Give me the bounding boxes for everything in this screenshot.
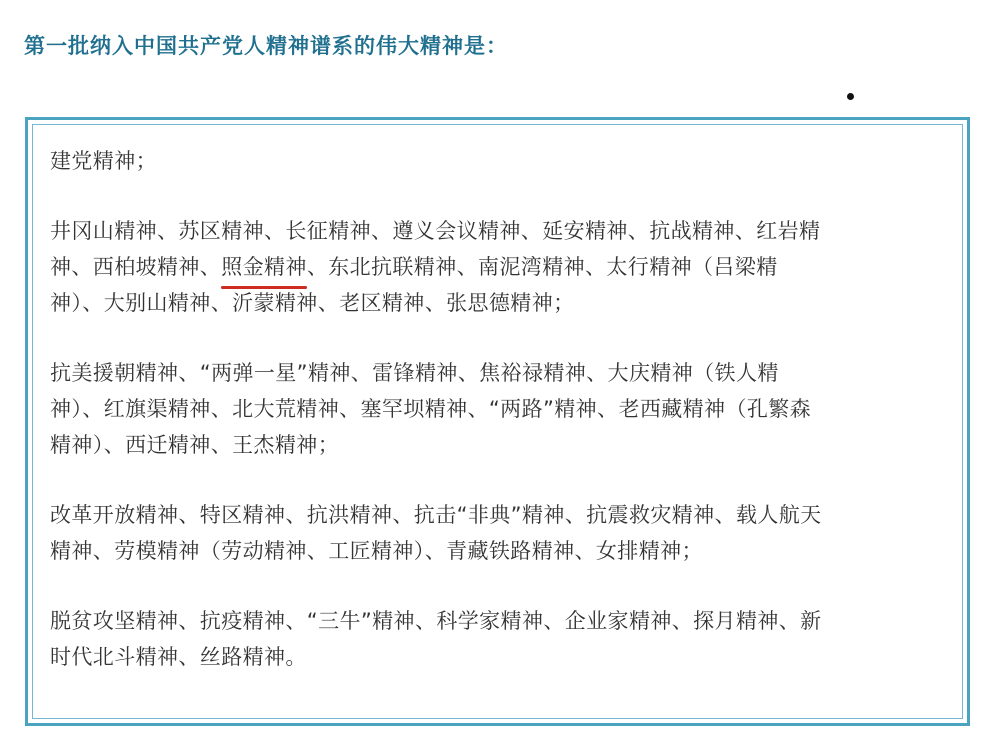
text-line: 井冈山精神、苏区精神、长征精神、遵义会议精神、延安精神、抗战精神、红岩精 [50,219,821,243]
text-line: 神）、红旗渠精神、北大荒精神、塞罕坝精神、“两路”精神、老西藏精神（孔繁森 [50,397,812,421]
paragraph-reform-era [50,497,950,569]
text-segment: 、东北抗联精神、南泥湾精神、太行精神（吕梁精 [306,255,778,279]
paragraph-construction-era [50,355,950,463]
bullet-dot [847,93,854,100]
text-line: 建党精神； [50,149,157,173]
text-line: 精神、劳模精神（劳动精神、工匠精神）、青藏铁路精神、女排精神； [50,539,703,563]
spirit-list [50,143,950,709]
text-line: 时代北斗精神、丝路精神。 [50,645,307,669]
underlined-zhaojin-spirit: 照金精神 [221,249,307,285]
paragraph-new-era [50,603,950,675]
text-line: 脱贫攻坚精神、抗疫精神、“三牛”精神、科学家精神、企业家精神、探月精神、新 [50,609,822,633]
text-line: 神）、大别山精神、沂蒙精神、老区精神、张思德精神； [50,291,575,315]
text-line: 精神）、西迁精神、王杰精神； [50,433,340,457]
paragraph-founding [50,143,950,179]
text-segment: 神、西柏坡精神、 [50,255,222,279]
text-line-with-highlight [50,249,950,285]
paragraph-revolution-era [50,213,950,321]
text-line: 抗美援朝精神、“两弹一星”精神、雷锋精神、焦裕禄精神、大庆精神（铁人精 [50,361,779,385]
page-heading: 第一批纳入中国共产党人精神谱系的伟大精神是： [24,34,508,58]
text-line: 改革开放精神、特区精神、抗洪精神、抗击“非典”精神、抗震救灾精神、载人航天 [50,503,822,527]
